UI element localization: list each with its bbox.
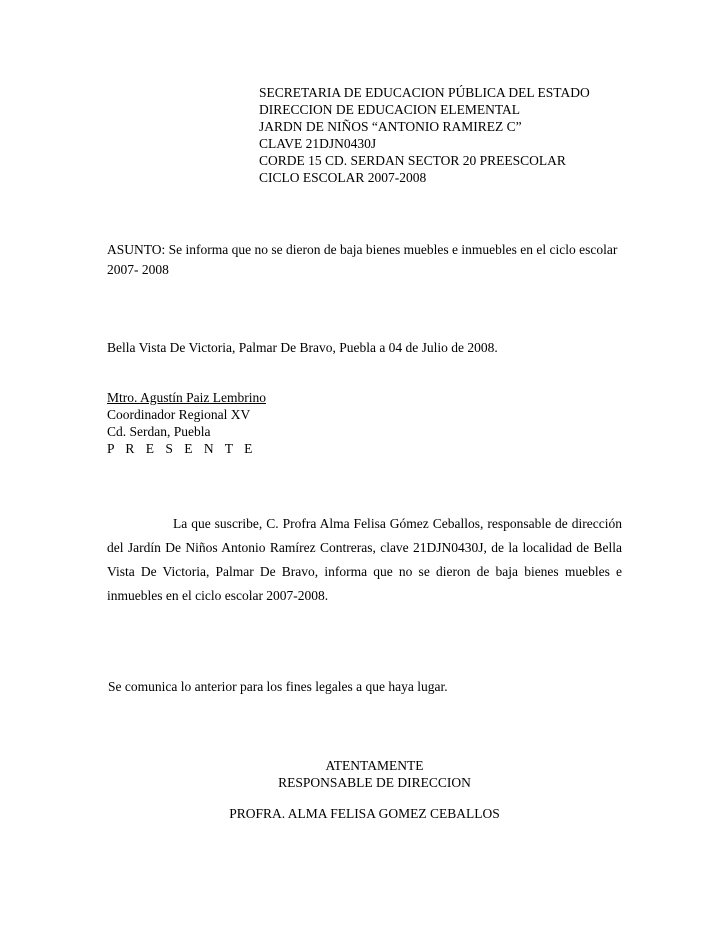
recipient-block (107, 389, 266, 457)
place-and-date: Bella Vista De Victoria, Palmar De Bravo, Puebla a 04 de Julio de 2008. (107, 340, 498, 355)
body-paragraph (107, 512, 622, 608)
recipient-title: Coordinador Regional XV (107, 407, 251, 422)
presente-label: P R E S E N T E (107, 441, 257, 456)
letterhead-line: CORDE 15 CD. SERDAN SECTOR 20 PREESCOLAR (259, 153, 566, 168)
closing-sentence: Se comunica lo anterior para los fines legales a que haya lugar. (108, 679, 448, 694)
body-text: La que suscribe, C. Profra Alma Felisa Gómez Ceballos, responsable de dirección del Jardín De Niños Antonio Ramírez Contreras, clave 21DJN0430J, de la localidad de Bella Vista De Victoria, Palmar De Bravo, informa que no se dieron de baja bienes muebles e inmuebles en el ciclo escolar 2007-2008. (107, 516, 622, 603)
signature-name: PROFRA. ALMA FELISA GOMEZ CEBALLOS (229, 806, 500, 821)
signature-role: RESPONSABLE DE DIRECCION (278, 775, 471, 790)
signature-atentamente: ATENTAMENTE (325, 758, 424, 773)
letterhead-line: SECRETARIA DE EDUCACION PÚBLICA DEL ESTADO (259, 85, 590, 100)
letterhead-line: JARDN DE NIÑOS “ANTONIO RAMIREZ C” (259, 119, 522, 134)
subject-paragraph: ASUNTO: Se informa que no se dieron de baja bienes muebles e inmuebles en el ciclo escolar 2007- 2008 (107, 242, 618, 277)
letterhead-line: DIRECCION DE EDUCACION ELEMENTAL (259, 102, 521, 117)
recipient-name: Mtro. Agustín Paiz Lembrino (107, 390, 266, 405)
letterhead-line: CICLO ESCOLAR 2007-2008 (259, 170, 427, 185)
letterhead-line: CLAVE 21DJN0430J (259, 136, 377, 151)
recipient-location: Cd. Serdan, Puebla (107, 424, 211, 439)
letterhead (259, 84, 590, 186)
